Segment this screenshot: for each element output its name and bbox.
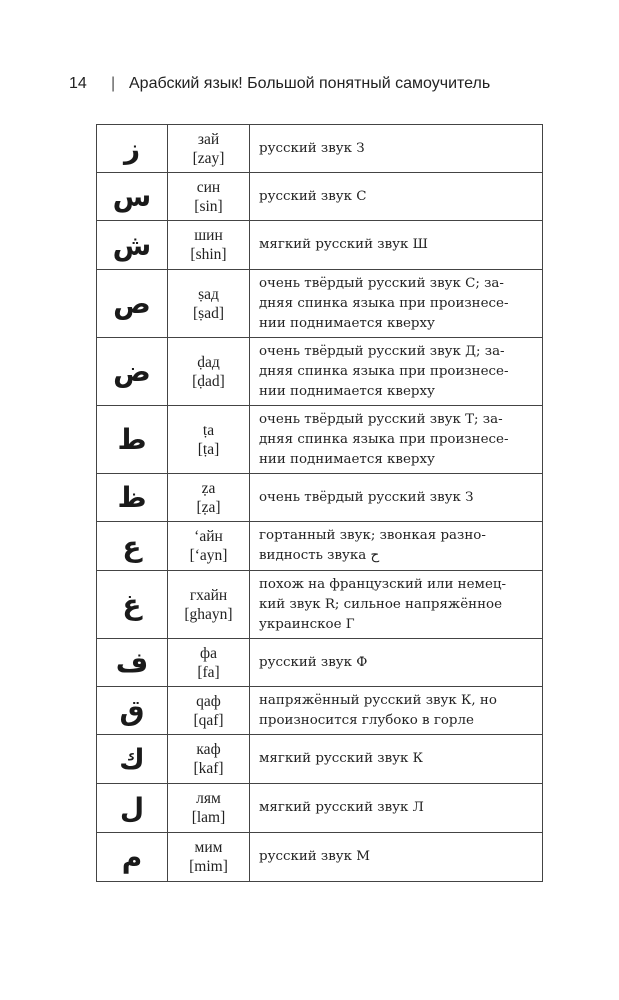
sound-description: очень твёрдый русский звук С; за- дняя спинка языка при произнесе- нии поднимается кверху: [250, 270, 543, 338]
letter-name: лям: [196, 790, 221, 807]
table-row: [97, 522, 543, 571]
sound-description: очень твёрдый русский звук Т; за- дняя спинка языка при произнесе- нии поднимается кверху: [250, 406, 543, 474]
arabic-letter: س: [97, 173, 168, 221]
sound-description: мягкий русский звук Л: [250, 784, 543, 833]
sound-description: напряжённый русский звук К, но произносится глубоко в горле: [250, 687, 543, 735]
sound-description: гортанный звук; звонкая разно- видность звука ح: [250, 522, 543, 571]
arabic-letter: ق: [97, 687, 168, 735]
table-row: [97, 338, 543, 406]
letter-name: зай: [197, 130, 220, 148]
table-row: [97, 571, 543, 639]
table-row: [97, 687, 543, 735]
letter-transliteration: [‘ayn]: [189, 547, 228, 564]
sound-description: очень твёрдый русский звук З: [250, 474, 543, 522]
arabic-letter: ع: [97, 522, 168, 571]
sound-description: похож на французский или немец- кий звук R; сильное напряжённое украинское Г: [250, 571, 543, 639]
letter-transliteration: [sin]: [194, 197, 223, 215]
letter-transliteration: [shin]: [190, 246, 227, 263]
letter-name: каф: [196, 741, 221, 758]
sound-description: русский звук М: [250, 833, 543, 882]
sound-description: русский звук З: [250, 125, 543, 173]
letter-transliteration: [lam]: [191, 809, 226, 826]
sound-description: русский звук С: [250, 173, 543, 221]
letter-transliteration: [ḍad]: [192, 372, 225, 390]
table-row: [97, 639, 543, 687]
letter-name-cell: [168, 173, 250, 221]
letter-transliteration: [ṣad]: [193, 304, 224, 322]
arabic-letter: م: [97, 833, 168, 882]
letter-name-cell: [168, 735, 250, 784]
letter-transliteration: [zay]: [192, 149, 225, 167]
letter-name-cell: [168, 833, 250, 882]
table-row: [97, 173, 543, 221]
arabic-letter: ز: [97, 125, 168, 173]
table-row: [97, 735, 543, 784]
letter-name-cell: [168, 406, 250, 474]
arabic-letter: ض: [97, 338, 168, 406]
sound-description: мягкий русский звук К: [250, 735, 543, 784]
letter-name: ẓa: [201, 479, 216, 497]
alphabet-table: [96, 124, 543, 882]
sound-description: очень твёрдый русский звук Д; за- дняя спинка языка при произнесе- нии поднимается кверху: [250, 338, 543, 406]
letter-transliteration: [ṭa]: [197, 440, 220, 458]
arabic-letter: ط: [97, 406, 168, 474]
arabic-letter: ش: [97, 221, 168, 270]
letter-transliteration: [mim]: [189, 858, 228, 875]
arabic-letter: ك: [97, 735, 168, 784]
letter-name: ṭa: [202, 421, 215, 439]
letter-name-cell: [168, 474, 250, 522]
letter-name-cell: [168, 125, 250, 173]
letter-name-cell: [168, 270, 250, 338]
arabic-letter: ظ: [97, 474, 168, 522]
arabic-letter: ص: [97, 270, 168, 338]
letter-name: ‘айн: [194, 528, 223, 545]
letter-transliteration: [ghayn]: [184, 605, 233, 623]
letter-name-cell: [168, 221, 250, 270]
table-row: [97, 221, 543, 270]
header-separator: |: [111, 75, 116, 92]
arabic-letter: غ: [97, 571, 168, 639]
letter-name: qаф: [196, 692, 221, 710]
table-row: [97, 833, 543, 882]
page-number: 14: [69, 75, 87, 92]
letter-name: син: [196, 178, 221, 196]
letter-name-cell: [168, 338, 250, 406]
letter-name-cell: [168, 687, 250, 735]
sound-description: мягкий русский звук Ш: [250, 221, 543, 270]
letter-name-cell: [168, 522, 250, 571]
letter-transliteration: [qaf]: [193, 711, 224, 729]
letter-name-cell: [168, 639, 250, 687]
table-row: [97, 784, 543, 833]
letter-name: шин: [194, 227, 223, 244]
letter-transliteration: [ẓa]: [196, 498, 221, 516]
book-title: Арабский язык! Большой понятный самоучитель: [129, 75, 491, 92]
letter-name: фа: [200, 644, 217, 662]
sound-description: русский звук Ф: [250, 639, 543, 687]
table-row: [97, 125, 543, 173]
table-row: [97, 270, 543, 338]
letter-transliteration: [kaf]: [193, 760, 224, 777]
letter-name-cell: [168, 571, 250, 639]
letter-transliteration: [fa]: [197, 663, 220, 681]
letter-name: мим: [194, 839, 223, 856]
letter-name-cell: [168, 784, 250, 833]
arabic-letter: ل: [97, 784, 168, 833]
running-header: [69, 75, 490, 93]
letter-name: ḍад: [197, 353, 220, 371]
letter-name: гхайн: [189, 586, 228, 604]
table-row: [97, 474, 543, 522]
arabic-letter: ف: [97, 639, 168, 687]
table-row: [97, 406, 543, 474]
letter-name: ṣад: [198, 285, 219, 303]
